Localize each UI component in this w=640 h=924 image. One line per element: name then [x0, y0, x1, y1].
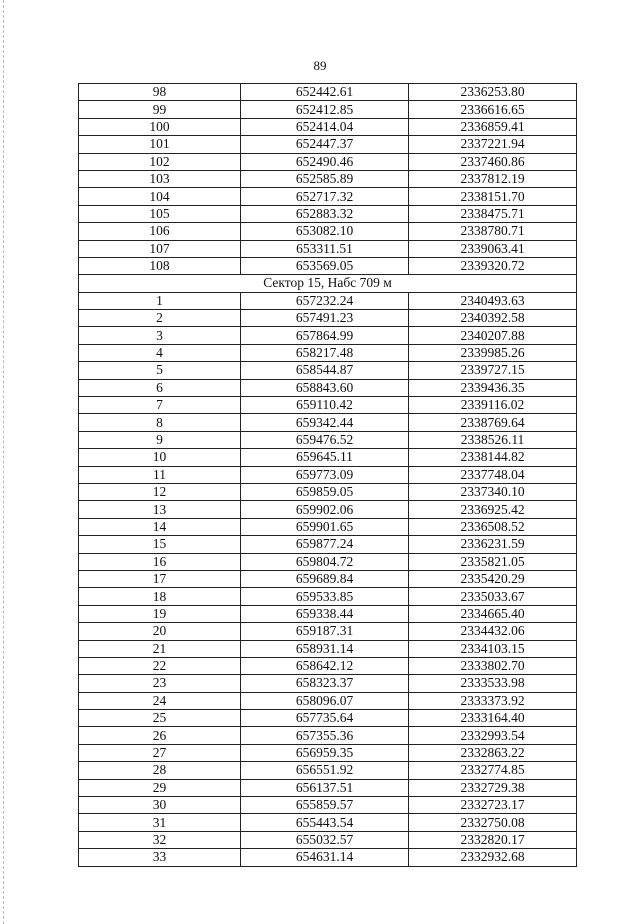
y-coordinate-cell: 2338151.70 [409, 188, 577, 205]
table-row [79, 136, 577, 153]
point-number-cell: 24 [79, 692, 241, 709]
y-coordinate-cell: 2336859.41 [409, 118, 577, 135]
y-coordinate-cell: 2339436.35 [409, 379, 577, 396]
point-number-cell: 30 [79, 797, 241, 814]
table-row [79, 692, 577, 709]
y-coordinate-cell: 2332820.17 [409, 831, 577, 848]
y-coordinate-cell: 2336616.65 [409, 101, 577, 118]
y-coordinate-cell: 2340207.88 [409, 327, 577, 344]
y-coordinate-cell: 2338769.64 [409, 414, 577, 431]
point-number-cell: 105 [79, 205, 241, 222]
point-number-cell: 5 [79, 362, 241, 379]
y-coordinate-cell: 2340392.58 [409, 310, 577, 327]
table-row [79, 310, 577, 327]
point-number-cell: 8 [79, 414, 241, 431]
x-coordinate-cell: 659877.24 [241, 536, 409, 553]
table-row [79, 362, 577, 379]
y-coordinate-cell: 2338526.11 [409, 431, 577, 448]
table-row [79, 240, 577, 257]
y-coordinate-cell: 2333533.98 [409, 675, 577, 692]
x-coordinate-cell: 657864.99 [241, 327, 409, 344]
x-coordinate-cell: 659859.05 [241, 483, 409, 500]
x-coordinate-cell: 659110.42 [241, 397, 409, 414]
x-coordinate-cell: 659187.31 [241, 623, 409, 640]
point-number-cell: 2 [79, 310, 241, 327]
y-coordinate-cell: 2337460.86 [409, 153, 577, 170]
table-row [79, 727, 577, 744]
point-number-cell: 18 [79, 588, 241, 605]
point-number-cell: 27 [79, 744, 241, 761]
x-coordinate-cell: 655032.57 [241, 831, 409, 848]
x-coordinate-cell: 658843.60 [241, 379, 409, 396]
point-number-cell: 15 [79, 536, 241, 553]
point-number-cell: 104 [79, 188, 241, 205]
table-row [79, 397, 577, 414]
table-row [79, 466, 577, 483]
table-row [79, 223, 577, 240]
table-row [79, 640, 577, 657]
x-coordinate-cell: 657232.24 [241, 292, 409, 309]
x-coordinate-cell: 658096.07 [241, 692, 409, 709]
x-coordinate-cell: 655859.57 [241, 797, 409, 814]
table-row [79, 205, 577, 222]
point-number-cell: 9 [79, 431, 241, 448]
x-coordinate-cell: 658323.37 [241, 675, 409, 692]
coordinates-table [78, 83, 577, 867]
point-number-cell: 23 [79, 675, 241, 692]
x-coordinate-cell: 659773.09 [241, 466, 409, 483]
y-coordinate-cell: 2332863.22 [409, 744, 577, 761]
point-number-cell: 1 [79, 292, 241, 309]
y-coordinate-cell: 2335420.29 [409, 570, 577, 587]
table-row [79, 605, 577, 622]
x-coordinate-cell: 652447.37 [241, 136, 409, 153]
point-number-cell: 31 [79, 814, 241, 831]
x-coordinate-cell: 652717.32 [241, 188, 409, 205]
point-number-cell: 33 [79, 849, 241, 866]
x-coordinate-cell: 652442.61 [241, 84, 409, 101]
table-row [79, 553, 577, 570]
x-coordinate-cell: 652585.89 [241, 170, 409, 187]
x-coordinate-cell: 659342.44 [241, 414, 409, 431]
x-coordinate-cell: 653082.10 [241, 223, 409, 240]
y-coordinate-cell: 2337221.94 [409, 136, 577, 153]
point-number-cell: 26 [79, 727, 241, 744]
y-coordinate-cell: 2336508.52 [409, 518, 577, 535]
table-row [79, 779, 577, 796]
y-coordinate-cell: 2332729.38 [409, 779, 577, 796]
table-row [79, 570, 577, 587]
x-coordinate-cell: 656959.35 [241, 744, 409, 761]
y-coordinate-cell: 2338475.71 [409, 205, 577, 222]
y-coordinate-cell: 2339116.02 [409, 397, 577, 414]
y-coordinate-cell: 2337812.19 [409, 170, 577, 187]
table-row [79, 344, 577, 361]
point-number-cell: 11 [79, 466, 241, 483]
x-coordinate-cell: 652414.04 [241, 118, 409, 135]
x-coordinate-cell: 658544.87 [241, 362, 409, 379]
point-number-cell: 29 [79, 779, 241, 796]
page-number: 89 [313, 58, 327, 73]
table-row [79, 588, 577, 605]
x-coordinate-cell: 652883.32 [241, 205, 409, 222]
x-coordinate-cell: 657735.64 [241, 710, 409, 727]
y-coordinate-cell: 2339985.26 [409, 344, 577, 361]
point-number-cell: 103 [79, 170, 241, 187]
x-coordinate-cell: 652412.85 [241, 101, 409, 118]
x-coordinate-cell: 659338.44 [241, 605, 409, 622]
y-coordinate-cell: 2332723.17 [409, 797, 577, 814]
y-coordinate-cell: 2337340.10 [409, 483, 577, 500]
y-coordinate-cell: 2333802.70 [409, 657, 577, 674]
point-number-cell: 100 [79, 118, 241, 135]
table-row [79, 257, 577, 274]
y-coordinate-cell: 2336925.42 [409, 501, 577, 518]
point-number-cell: 17 [79, 570, 241, 587]
x-coordinate-cell: 656137.51 [241, 779, 409, 796]
y-coordinate-cell: 2335821.05 [409, 553, 577, 570]
y-coordinate-cell: 2340493.63 [409, 292, 577, 309]
y-coordinate-cell: 2336231.59 [409, 536, 577, 553]
point-number-cell: 107 [79, 240, 241, 257]
point-number-cell: 102 [79, 153, 241, 170]
y-coordinate-cell: 2335033.67 [409, 588, 577, 605]
y-coordinate-cell: 2339063.41 [409, 240, 577, 257]
y-coordinate-cell: 2338144.82 [409, 449, 577, 466]
x-coordinate-cell: 658217.48 [241, 344, 409, 361]
table-row [79, 675, 577, 692]
point-number-cell: 4 [79, 344, 241, 361]
point-number-cell: 14 [79, 518, 241, 535]
y-coordinate-cell: 2333373.92 [409, 692, 577, 709]
table-row [79, 118, 577, 135]
point-number-cell: 12 [79, 483, 241, 500]
y-coordinate-cell: 2334665.40 [409, 605, 577, 622]
y-coordinate-cell: 2336253.80 [409, 84, 577, 101]
table-row [79, 623, 577, 640]
y-coordinate-cell: 2332993.54 [409, 727, 577, 744]
point-number-cell: 98 [79, 84, 241, 101]
y-coordinate-cell: 2339320.72 [409, 257, 577, 274]
table-row [79, 431, 577, 448]
table-row [79, 831, 577, 848]
point-number-cell: 10 [79, 449, 241, 466]
point-number-cell: 16 [79, 553, 241, 570]
table-row [79, 657, 577, 674]
y-coordinate-cell: 2332750.08 [409, 814, 577, 831]
table-row [79, 292, 577, 309]
point-number-cell: 22 [79, 657, 241, 674]
x-coordinate-cell: 658642.12 [241, 657, 409, 674]
y-coordinate-cell: 2337748.04 [409, 466, 577, 483]
x-coordinate-cell: 659689.84 [241, 570, 409, 587]
point-number-cell: 20 [79, 623, 241, 640]
point-number-cell: 3 [79, 327, 241, 344]
point-number-cell: 19 [79, 605, 241, 622]
x-coordinate-cell: 657491.23 [241, 310, 409, 327]
x-coordinate-cell: 659804.72 [241, 553, 409, 570]
y-coordinate-cell: 2338780.71 [409, 223, 577, 240]
x-coordinate-cell: 659533.85 [241, 588, 409, 605]
y-coordinate-cell: 2334103.15 [409, 640, 577, 657]
y-coordinate-cell: 2332932.68 [409, 849, 577, 866]
x-coordinate-cell: 656551.92 [241, 762, 409, 779]
x-coordinate-cell: 654631.14 [241, 849, 409, 866]
table-row [79, 518, 577, 535]
point-number-cell: 28 [79, 762, 241, 779]
point-number-cell: 6 [79, 379, 241, 396]
table-row [79, 449, 577, 466]
point-number-cell: 99 [79, 101, 241, 118]
point-number-cell: 101 [79, 136, 241, 153]
table-row [79, 797, 577, 814]
point-number-cell: 13 [79, 501, 241, 518]
table-row [79, 101, 577, 118]
section-title: Сектор 15, Набс 709 м [79, 275, 577, 292]
x-coordinate-cell: 659902.06 [241, 501, 409, 518]
table-row [79, 762, 577, 779]
point-number-cell: 21 [79, 640, 241, 657]
section-header-row [79, 275, 577, 292]
table-row [79, 744, 577, 761]
scan-edge-line [3, 0, 4, 924]
table-row [79, 153, 577, 170]
x-coordinate-cell: 653311.51 [241, 240, 409, 257]
table-row [79, 483, 577, 500]
y-coordinate-cell: 2333164.40 [409, 710, 577, 727]
point-number-cell: 25 [79, 710, 241, 727]
table-row [79, 536, 577, 553]
y-coordinate-cell: 2334432.06 [409, 623, 577, 640]
x-coordinate-cell: 652490.46 [241, 153, 409, 170]
table-row [79, 327, 577, 344]
y-coordinate-cell: 2339727.15 [409, 362, 577, 379]
table-row [79, 188, 577, 205]
x-coordinate-cell: 659476.52 [241, 431, 409, 448]
table-row [79, 414, 577, 431]
table-row [79, 849, 577, 866]
table-row [79, 710, 577, 727]
x-coordinate-cell: 658931.14 [241, 640, 409, 657]
x-coordinate-cell: 659645.11 [241, 449, 409, 466]
table-row [79, 379, 577, 396]
table-row [79, 170, 577, 187]
point-number-cell: 7 [79, 397, 241, 414]
x-coordinate-cell: 657355.36 [241, 727, 409, 744]
table-row [79, 84, 577, 101]
point-number-cell: 32 [79, 831, 241, 848]
coordinates-table-body [79, 84, 577, 867]
table-row [79, 814, 577, 831]
y-coordinate-cell: 2332774.85 [409, 762, 577, 779]
x-coordinate-cell: 659901.65 [241, 518, 409, 535]
point-number-cell: 106 [79, 223, 241, 240]
point-number-cell: 108 [79, 257, 241, 274]
table-row [79, 501, 577, 518]
x-coordinate-cell: 655443.54 [241, 814, 409, 831]
x-coordinate-cell: 653569.05 [241, 257, 409, 274]
